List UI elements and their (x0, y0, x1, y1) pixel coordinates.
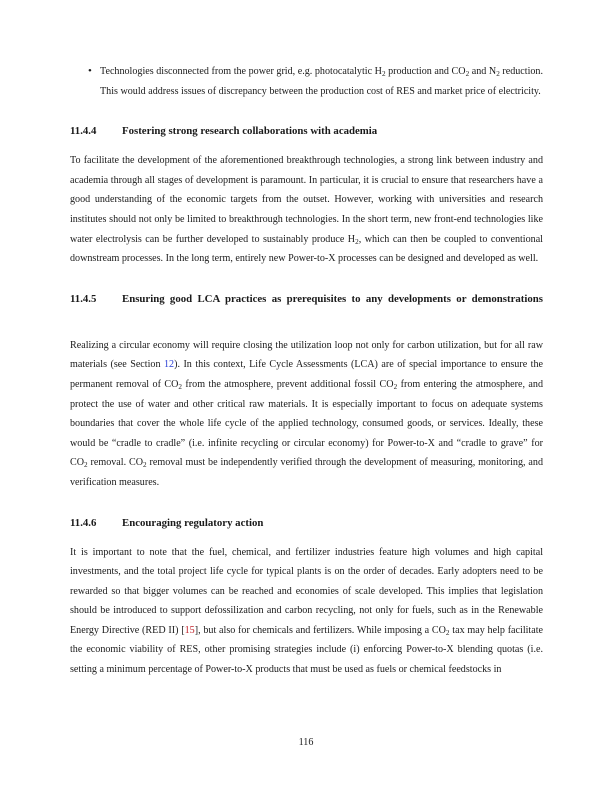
subscript-co2-d: 2 (143, 461, 147, 470)
list-item-text-2: production and CO (385, 66, 466, 77)
section-heading-11-4-4 (70, 123, 543, 140)
para-text-2: ], but also for chemicals and fertilizers. While imposing a CO (194, 624, 446, 636)
citation-link-15[interactable]: 15 (184, 624, 195, 636)
bullet-marker: • (88, 65, 92, 77)
section-title: Encouraging regulatory action (122, 516, 264, 529)
para-text-1: Realizing a circular economy will require closing the utilization loop not only for carbon utilization, but for all raw materials (see Section (70, 339, 543, 371)
subscript-co2-c: 2 (84, 461, 88, 470)
list-item-text-3: and N (469, 66, 497, 77)
list-item (70, 62, 543, 101)
page-content (70, 62, 543, 680)
bullet-list (70, 62, 543, 101)
list-item-text-1: Technologies disconnected from the power grid, e.g. photocatalytic H (100, 66, 382, 77)
subscript-2a: 2 (381, 70, 386, 79)
section-number: 11.4.6 (70, 516, 97, 529)
subscript-2c: 2 (496, 70, 500, 79)
list-item-text-4: reduction. This would address issues of discrepancy between the production cost of RES and market price of electricity. (100, 66, 543, 97)
section-title: Ensuring good LCA practices as prerequisites to any developments or demonstrations (122, 292, 543, 305)
paragraph-11-4-4 (70, 151, 543, 269)
section-number: 11.4.5 (70, 292, 97, 305)
section-cross-reference-link[interactable]: 12 (163, 359, 175, 371)
para-text-2: ). In this context, Life Cycle Assessments (LCA) are of special importance to ensure the permanent removal of CO (70, 359, 543, 390)
subscript-co2-b: 2 (393, 382, 398, 391)
subscript-h2: 2 (355, 237, 359, 246)
para-text-4: from entering the atmosphere, and protect the use of water and other critical raw materials. It is especially important to focus on adequate systems boundaries that cover the whole life cycle of the applied technology, consumed goods, or services. Ideally, these would be “cradle to cradle” (i.e. infinite recycling or circular economy) for Power-to-X and “cradle to grave” for CO (70, 378, 543, 469)
para-text-3: tax may help facilitate the economic viability of RES, other promising strategies include (i) enforcing Power-to-X blending quotas (i.e. setting a minimum percentage of Power-to-X products that must be used as fuels or chemical feedstocks in (70, 624, 543, 676)
para-text-5: removal. CO (87, 457, 144, 469)
para-text-1: It is important to note that the fuel, chemical, and fertilizer industries feature high volumes and high capital investments, and the total project life cycle for typical plants is on the order of decades. Early adopters need to be rewarded so that bigger volumes can be reached and economies of scale developed. This implies that legislation should be introduced to support defossilization and carbon recycling, not only for fuels, such as in the Renewable Energy Directive (RED II) [ (70, 546, 543, 636)
subscript-co2-tax: 2 (445, 628, 450, 637)
paragraph-11-4-5 (70, 336, 543, 493)
subscript-2b: 2 (465, 70, 470, 79)
section-title: Fostering strong research collaborations with academia (122, 125, 378, 138)
para-text-2: , which can then be coupled to conventional downstream processes. In the long term, entirely new Power-to-X processes can be designed and developed as well. (70, 233, 543, 265)
paragraph-11-4-6 (70, 543, 543, 680)
para-text-3: from the atmosphere, prevent additional fossil CO (182, 378, 394, 390)
section-number: 11.4.4 (70, 125, 97, 138)
subscript-co2-a: 2 (178, 382, 182, 391)
para-text-1: To facilitate the development of the aforementioned breakthrough technologies, a strong link between industry and academia through all stages of development is paramount. In particular, it is crucial to ensure that researchers have a good understanding of the economic targets from the outset. However, working with universities and research institutes should not only be limited to breakthrough technologies. In the short term, new front-end technologies like water electrolysis can be further developed to sustainably produce H (70, 155, 543, 245)
section-heading-11-4-6 (70, 515, 543, 532)
section-heading-11-4-5 (70, 291, 543, 325)
page-number: 116 (298, 737, 314, 748)
para-text-6: removal must be independently verified through the development of measuring, monitoring, and verification measures. (70, 457, 543, 488)
